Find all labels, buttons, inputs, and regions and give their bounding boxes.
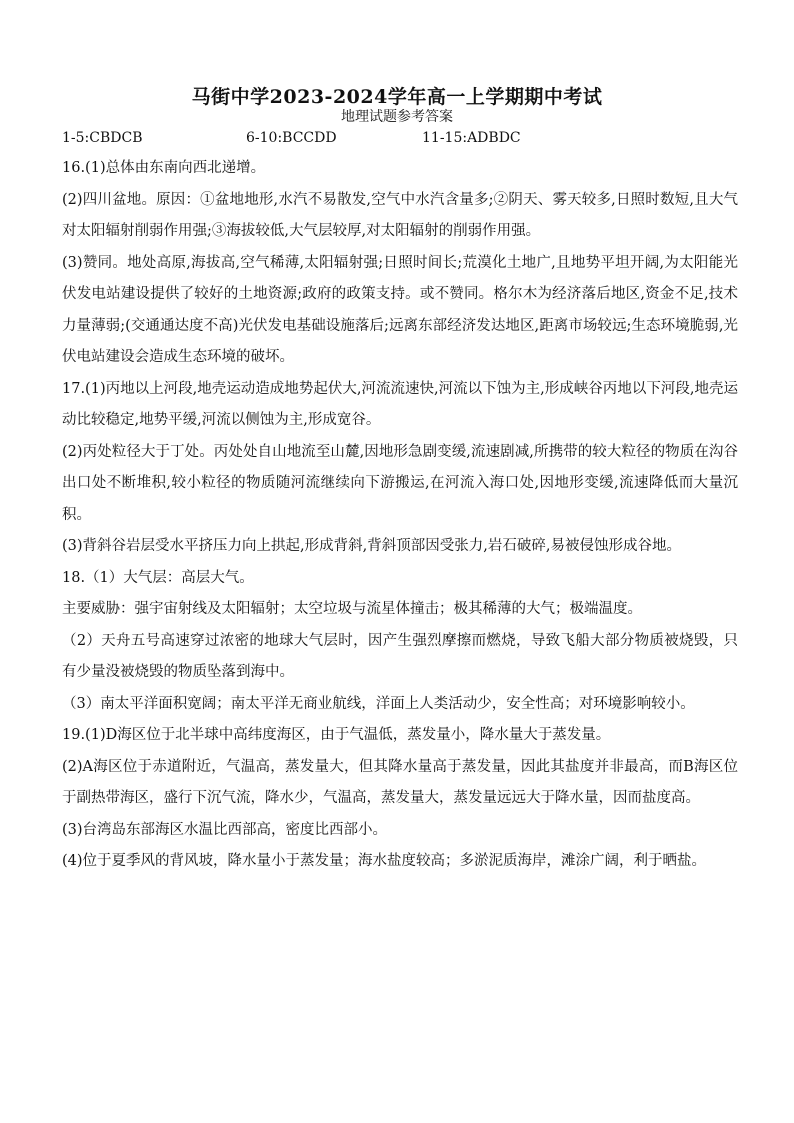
document-subtitle: 地理试题参考答案 bbox=[341, 109, 453, 125]
answer-17-2: (2)丙处粒径大于丁处。丙处处自山地流至山麓,因地形急剧变缓,流速剧减,所携带的较大粒径的物质在沟谷出口处不断堆积,较小粒径的物质随河流继续向下游搬运,在河流入海口处,因地形变缓,流速降低而大量沉积。 bbox=[62, 443, 738, 523]
answer-group-11-15: 11-15:ADBDC bbox=[422, 130, 521, 146]
answer-18-2: （2）天舟五号高速穿过浓密的地球大气层时，因产生强烈摩擦而燃烧，导致飞船大部分物质被烧毁，只有少量没被烧毁的物质坠落到海中。 bbox=[62, 632, 738, 680]
answer-group-1-5: 1-5:CBDCB bbox=[62, 130, 143, 146]
answer-body bbox=[62, 153, 738, 878]
answer-19-2: (2)A海区位于赤道附近，气温高，蒸发量大，但其降水量高于蒸发量，因此其盐度并非最高，而B海区位于副热带海区，盛行下沉气流，降水少，气温高，蒸发量大，蒸发量远远大于降水量，因而盐度高。 bbox=[62, 758, 738, 806]
choice-answers bbox=[62, 130, 742, 150]
answer-16-2: (2)四川盆地。原因：①盆地地形,水汽不易散发,空气中水汽含量多;②阴天、雾天较多,日照时数短,且大气对太阳辐射削弱作用强;③海拔较低,大气层较厚,对太阳辐射的削弱作用强。 bbox=[62, 191, 738, 239]
answer-18-1: 18.（1）大气层：高层大气。 bbox=[62, 569, 254, 586]
answer-19-1: 19.(1)D海区位于北半球中高纬度海区，由于气温低，蒸发量小，降水量大于蒸发量。 bbox=[62, 727, 611, 743]
answer-18-3: （3）南太平洋面积宽阔；南太平洋无商业航线，洋面上人类活动少，安全性高；对环境影响较小。 bbox=[62, 695, 695, 712]
answer-16-3: (3)赞同。地处高原,海拔高,空气稀薄,太阳辐射强;日照时间长;荒漠化土地广,且地势平坦开阔,为太阳能光伏发电站建设提供了较好的土地资源;政府的政策支持。或不赞同。格尔木为经济落后地区,资金不足,技术力量薄弱;(交通通达度不高)光伏发电基础设施落后;远离东部经济发达地区,距离市场较远;生态环境脆弱,光伏电站建设会造成生态环境的破坏。 bbox=[62, 254, 738, 365]
answer-19-4: (4)位于夏季风的背风坡，降水量小于蒸发量；海水盐度较高；多淤泥质海岸，滩涂广阔，利于晒盐。 bbox=[62, 853, 707, 869]
answer-19-3: (3)台湾岛东部海区水温比西部高，密度比西部小。 bbox=[62, 821, 388, 838]
answer-group-6-10: 6-10:BCCDD bbox=[246, 130, 337, 146]
answer-16-1: 16.(1)总体由东南向西北递增。 bbox=[62, 160, 266, 176]
answer-17-1: 17.(1)丙地以上河段,地壳运动造成地势起伏大,河流流速快,河流以下蚀为主,形成峡谷丙地以下河段,地壳运动比较稳定,地势平缓,河流以侧蚀为主,形成宽谷。 bbox=[62, 380, 738, 428]
answer-17-3: (3)背斜谷岩层受水平挤压力向上拱起,形成背斜,背斜顶部因受张力,岩石破碎,易被侵蚀形成谷地。 bbox=[62, 538, 681, 554]
answer-18-threats: 主要威胁：强宇宙射线及太阳辐射；太空垃圾与流星体撞击；极其稀薄的大气；极端温度。 bbox=[62, 601, 642, 617]
document-title: 马街中学2023-2024学年高一上学期期中考试 bbox=[191, 86, 603, 108]
